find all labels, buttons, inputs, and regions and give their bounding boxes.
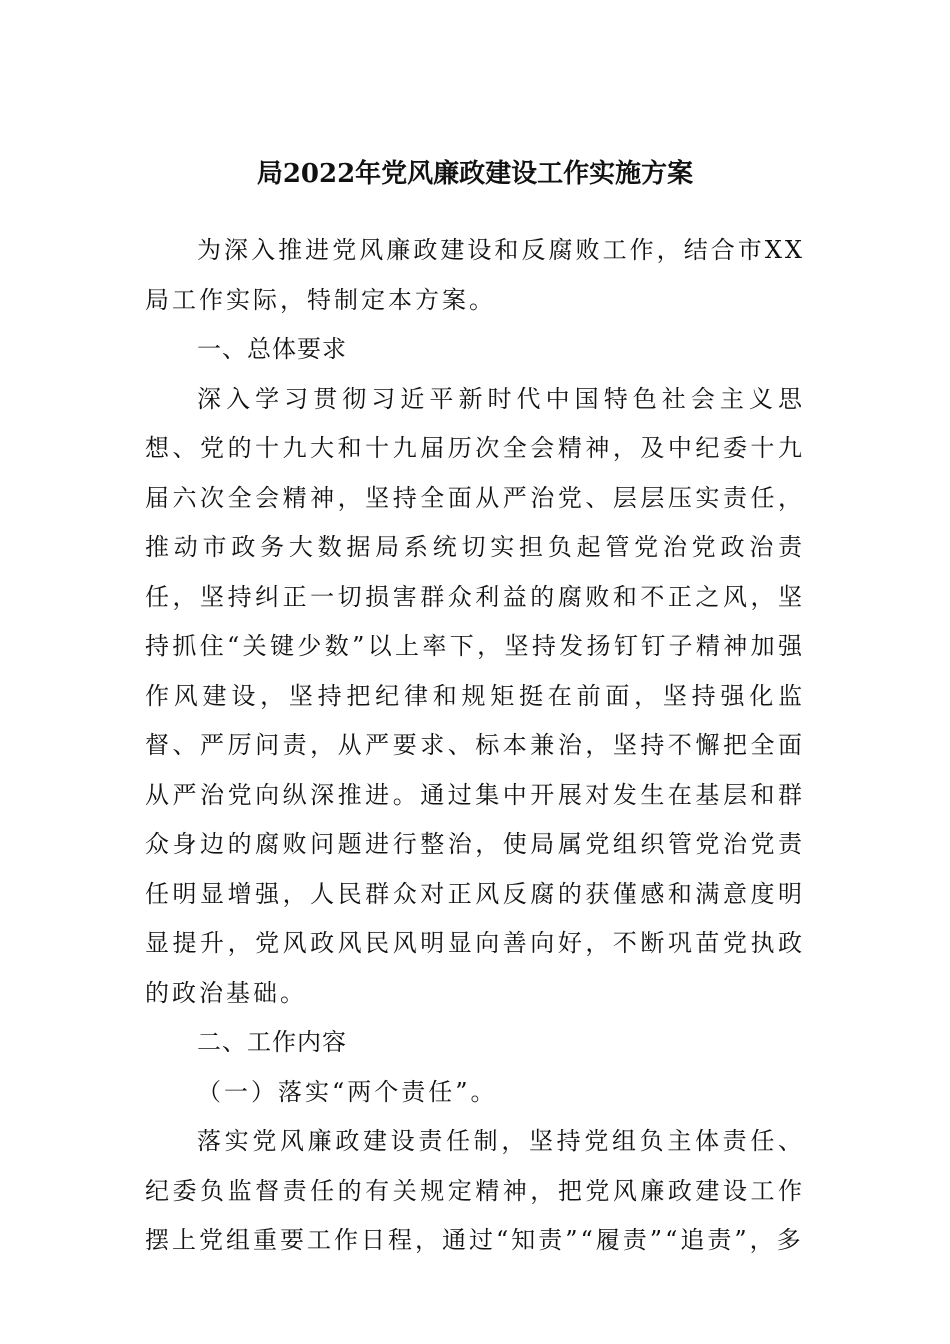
general-requirements-paragraph: 深入学习贯彻习近平新时代中国特色社会主义思想、党的十九大和十九届历次全会精神，及中纪委十九届六次全会精神，坚持全面从严治党、层层压实责任，推动市政务大数据局系统切实担负起管党治党政治责任，坚持纠正一切损害群众利益的腐败和不正之风，坚持抓住“关键少数”以上率下，坚持发扬钉钉子精神加强作风建设，坚持把纪律和规矩挺在前面，坚持强化监督、严厉问责，从严要求、标本兼治，坚持不懈把全面从严治党向纵深推进。通过集中开展对发生在基层和群众身边的腐败问题进行整治，使局属党组织管党治党责任明显增强，人民群众对正风反腐的获僅感和满意度明显提升，党风政风民风明显向善向好，不断巩苗党执政的政治基础。 (145, 384, 805, 1007)
section-heading-general-requirements: 一、总体要求 (197, 335, 347, 363)
document-body (145, 226, 805, 1266)
subsection-heading-two-responsibilities: （一）落实“两个责任”。 (197, 1077, 498, 1106)
two-responsibilities-paragraph: 落实党风廉政建设责任制，坚持党组负主体责任、纪委负监督责任的有关规定精神，把党风廉政建设工作摆上党组重要工作日程，通过“知责”“履责”“追责”，多 (145, 1127, 805, 1254)
document-title: 局2022年党风廉政建设工作实施方案 (256, 159, 694, 189)
intro-paragraph: 为深入推进党风廉政建设和反腐败工作，结合市XX局工作实际，特制定本方案。 (145, 236, 805, 314)
section-heading-work-content: 二、工作内容 (197, 1028, 347, 1056)
